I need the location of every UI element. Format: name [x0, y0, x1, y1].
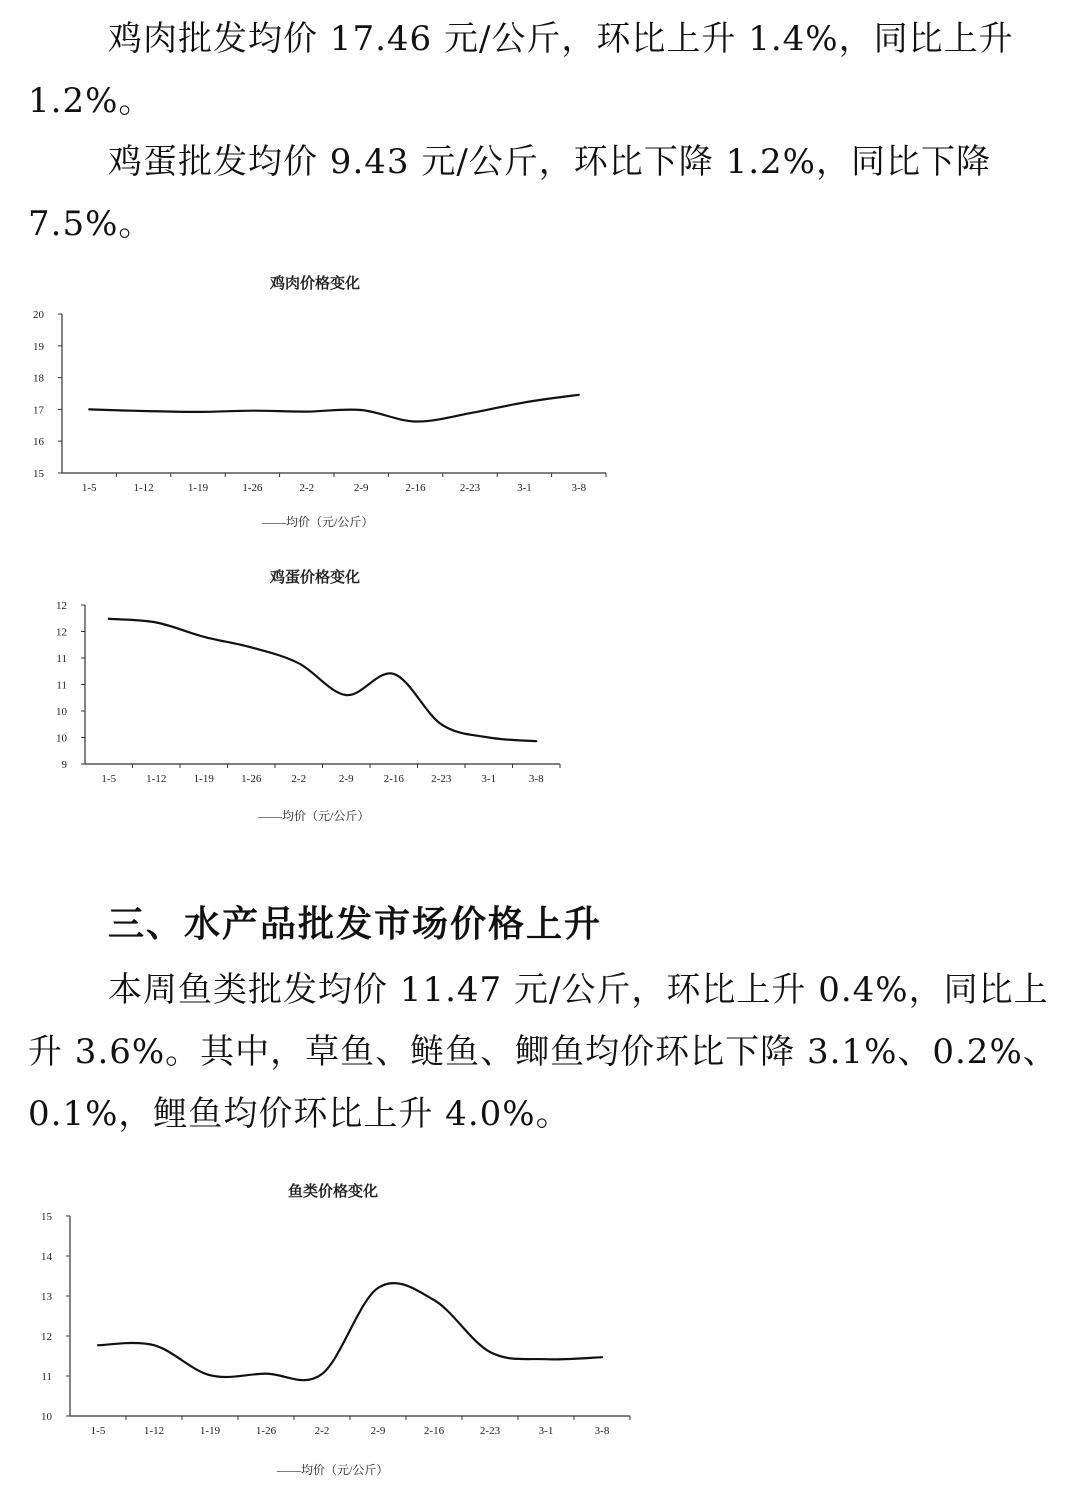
y-tick-label: 13 [41, 1291, 52, 1303]
fish-paragraph: 本周鱼类批发均价 11.47 元/公斤，环比上升 0.4%，同比上升 3.6%。其中，草鱼、鲢鱼、鲫鱼均价环比下降 3.1%、0.2%、0.1%，鲤鱼均价环比上升 4.0%。 [28, 970, 1058, 1134]
y-tick-label: 11 [41, 1371, 52, 1383]
y-tick-label: 18 [33, 372, 44, 385]
x-tick-label: 1-12 [146, 773, 167, 785]
x-tick-label: 2-9 [370, 1425, 386, 1437]
x-tick-label: 3-1 [538, 1425, 554, 1437]
y-tick-label: 10 [41, 1411, 52, 1423]
x-tick-label: 1-26 [241, 773, 262, 785]
y-tick-label: 11 [56, 653, 67, 665]
series-line [109, 619, 537, 741]
x-tick-label: 2-9 [338, 773, 354, 785]
legend-entry: ——均价（元/公斤） [262, 515, 374, 529]
y-tick-label: 10 [56, 732, 67, 745]
y-tick-label: 12 [41, 1331, 52, 1343]
x-tick-label: 2-9 [353, 482, 369, 494]
y-tick-label: 20 [33, 309, 44, 321]
y-tick-label: 12 [56, 626, 67, 639]
x-tick-label: 2-23 [431, 773, 452, 785]
chart-title: 鸡肉价格变化 [269, 274, 361, 292]
x-tick-label: 2-16 [405, 482, 426, 494]
fish-price-chart [0, 1172, 680, 1482]
x-tick-label: 3-8 [528, 773, 544, 785]
chicken-paragraph: 鸡肉批发均价 17.46 元/公斤，环比上升 1.4%，同比上升 1.2%。 [28, 19, 1014, 121]
x-tick-label: 2-2 [314, 1425, 330, 1437]
y-tick-label: 15 [41, 1211, 52, 1223]
x-tick-label: 2-16 [383, 773, 404, 785]
x-tick-label: 1-19 [193, 773, 214, 785]
y-tick-label: 14 [41, 1251, 52, 1263]
egg-paragraph: 鸡蛋批发均价 9.43 元/公斤，环比下降 1.2%，同比下降 7.5%。 [28, 142, 991, 244]
x-tick-label: 3-8 [594, 1425, 610, 1437]
x-tick-label: 2-2 [291, 773, 307, 785]
x-tick-label: 1-26 [242, 482, 263, 494]
x-tick-label: 3-1 [517, 482, 532, 494]
legend-entry: ——均价（元/公斤） [277, 1463, 389, 1477]
x-tick-label: 1-5 [81, 482, 97, 494]
x-tick-label: 2-16 [423, 1425, 445, 1437]
y-tick-label: 10 [56, 706, 67, 718]
x-tick-label: 1-19 [199, 1425, 221, 1437]
x-tick-label: 3-8 [571, 482, 587, 494]
y-tick-label: 16 [33, 436, 44, 449]
x-tick-label: 1-12 [143, 1425, 165, 1437]
y-tick-label: 17 [33, 404, 44, 417]
legend-entry: ——均价（元/公斤） [258, 809, 370, 823]
x-tick-label: 1-5 [90, 1425, 106, 1437]
x-tick-label: 2-23 [459, 482, 481, 494]
y-tick-label: 11 [56, 679, 67, 692]
y-tick-label: 9 [61, 759, 67, 771]
x-tick-label: 1-19 [187, 482, 209, 494]
x-tick-label: 2-2 [299, 482, 315, 494]
y-tick-label: 12 [56, 600, 67, 612]
y-tick-label: 19 [33, 340, 44, 353]
chart-title: 鱼类价格变化 [287, 1182, 379, 1200]
series-line [98, 1283, 602, 1380]
x-tick-label: 1-26 [255, 1425, 277, 1437]
chicken-price-chart [0, 266, 640, 546]
x-tick-label: 1-5 [101, 773, 117, 785]
x-tick-label: 1-12 [133, 482, 154, 494]
chart-title: 鸡蛋价格变化 [269, 568, 361, 586]
section-heading: 三、水产品批发市场价格上升 [108, 904, 603, 945]
egg-price-chart [0, 560, 640, 836]
y-tick-label: 15 [33, 468, 44, 480]
x-tick-label: 3-1 [481, 773, 497, 785]
x-tick-label: 2-23 [479, 1425, 501, 1437]
series-line [89, 395, 579, 422]
